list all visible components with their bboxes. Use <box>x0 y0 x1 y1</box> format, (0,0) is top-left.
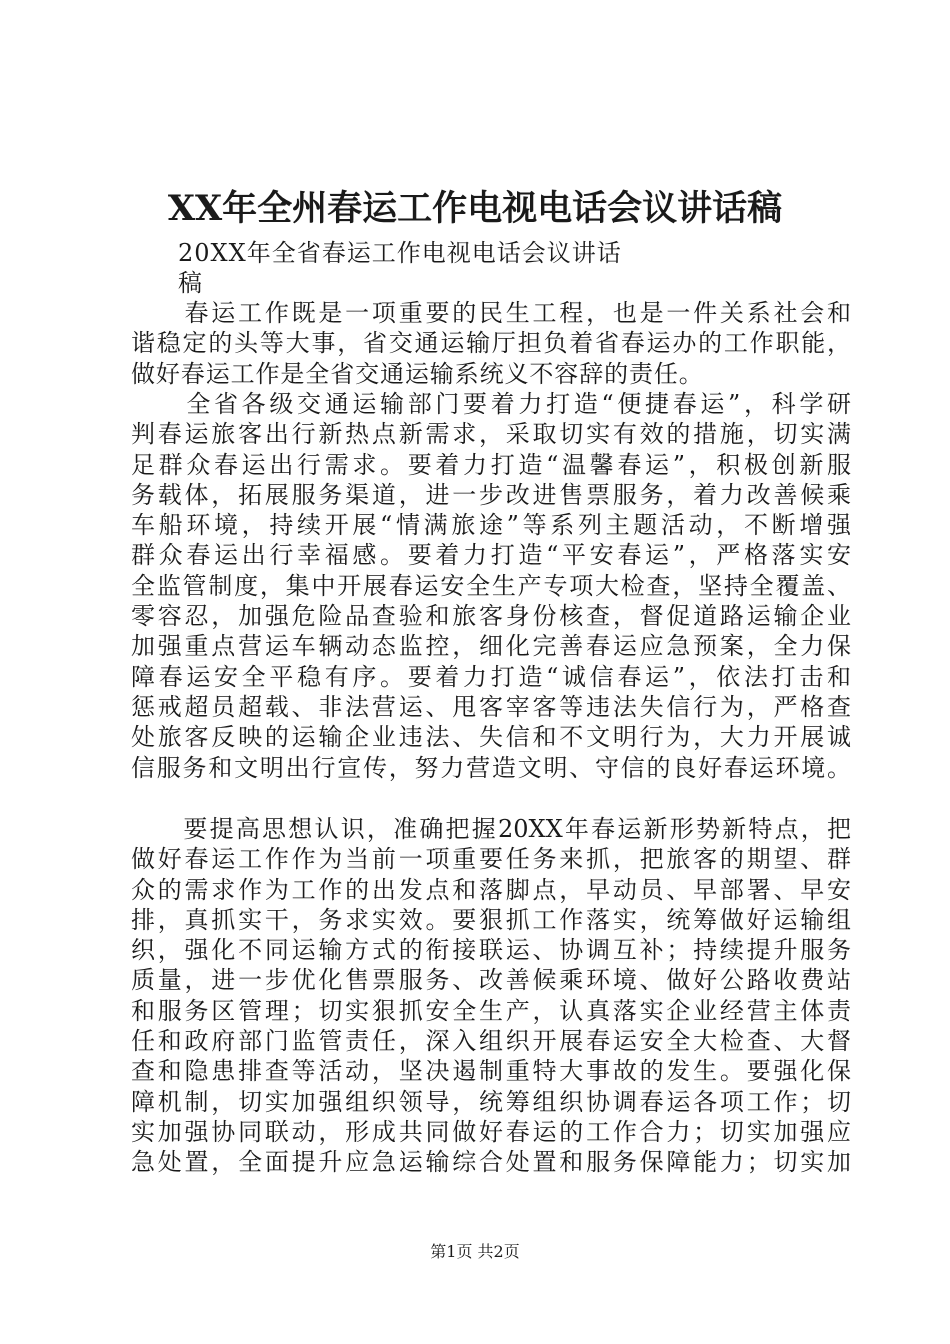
paragraph-line: 足群众春运出行需求。要着力打造“温馨春运”，积极创新服 <box>131 450 851 479</box>
paragraph-line: 判春运旅客出行新热点新需求，采取切实有效的措施，切实满 <box>131 420 851 449</box>
paragraph-line: 做好春运工作作为当前一项重要任务来抓，把旅客的期望、群 <box>131 845 851 874</box>
paragraph-line: 零容忍，加强危险品查验和旅客身份核查，督促道路运输企业 <box>131 602 851 631</box>
paragraph-line: 障春运安全平稳有序。要着力打造“诚信春运”，依法打击和 <box>131 662 851 691</box>
paragraph-line: 加强重点营运车辆动态监控，细化完善春运应急预案，全力保 <box>131 632 851 661</box>
paragraph-line: 群众春运出行幸福感。要着力打造“平安春运”，严格落实安 <box>131 541 851 570</box>
paragraph-line: 质量，进一步优化售票服务、改善候乘环境、做好公路收费站 <box>131 966 851 995</box>
paragraph-line: 任和政府部门监管责任，深入组织开展春运安全大检查、大督 <box>131 1027 851 1056</box>
paragraph-line: 和服务区管理；切实狠抓安全生产，认真落实企业经营主体责 <box>131 996 851 1025</box>
paragraph-line: 车船环境，持续开展“情满旅途”等系列主题活动，不断增强 <box>131 511 851 540</box>
paragraph-line: 排，真抓实干，务求实效。要狠抓工作落实，统筹做好运输组 <box>131 905 851 934</box>
paragraph-3 <box>131 814 851 1178</box>
paragraph-2 <box>131 389 851 783</box>
paragraph-line: 做好春运工作是全省交通运输系统义不容辞的责任。 <box>131 359 704 388</box>
paragraph-line: 障机制，切实加强组织领导，统筹组织协调春运各项工作；切 <box>131 1087 851 1116</box>
subtitle-line: 20XX年全省春运工作电视电话会议讲话 <box>178 239 622 267</box>
paragraph-1 <box>131 298 851 389</box>
paragraph-line: 春运工作既是一项重要的民生工程，也是一件关系社会和 <box>131 299 851 327</box>
paragraph-line: 要提高思想认识，准确把握20XX年春运新形势新特点，把 <box>131 815 851 843</box>
paragraph-line: 全监管制度，集中开展春运安全生产专项大检查，坚持全覆盖、 <box>131 571 851 600</box>
paragraph-line: 谐稳定的头等大事，省交通运输厅担负着省春运办的工作职能， <box>131 329 851 358</box>
page-footer: 第1页 共2页 <box>430 1242 520 1261</box>
paragraph-line: 织，强化不同运输方式的衔接联运、协调互补；持续提升服务 <box>131 936 851 965</box>
paragraph-line: 务载体，拓展服务渠道，进一步改进售票服务，着力改善候乘 <box>131 480 851 509</box>
paragraph-line: 处旅客反映的运输企业违法、失信和不文明行为，大力开展诚 <box>131 723 851 752</box>
paragraph-line: 众的需求作为工作的出发点和落脚点，早动员、早部署、早安 <box>131 875 851 904</box>
paragraph-line: 全省各级交通运输部门要着力打造“便捷春运”，科学研 <box>131 390 851 418</box>
paragraph-line: 查和隐患排查等活动，坚决遏制重特大事故的发生。要强化保 <box>131 1057 851 1086</box>
subtitle-line: 稿 <box>178 269 203 297</box>
document-title: XX年全州春运工作电视电话会议讲话稿 <box>167 188 783 229</box>
paragraph-line: 急处置，全面提升应急运输综合处置和服务保障能力；切实加 <box>131 1148 851 1177</box>
paragraph-line: 信服务和文明出行宣传，努力营造文明、守信的良好春运环境。 <box>131 753 851 782</box>
paragraph-line: 惩戒超员超载、非法营运、甩客宰客等违法失信行为，严格查 <box>131 692 851 721</box>
paragraph-line: 实加强协同联动，形成共同做好春运的工作合力；切实加强应 <box>131 1117 851 1146</box>
